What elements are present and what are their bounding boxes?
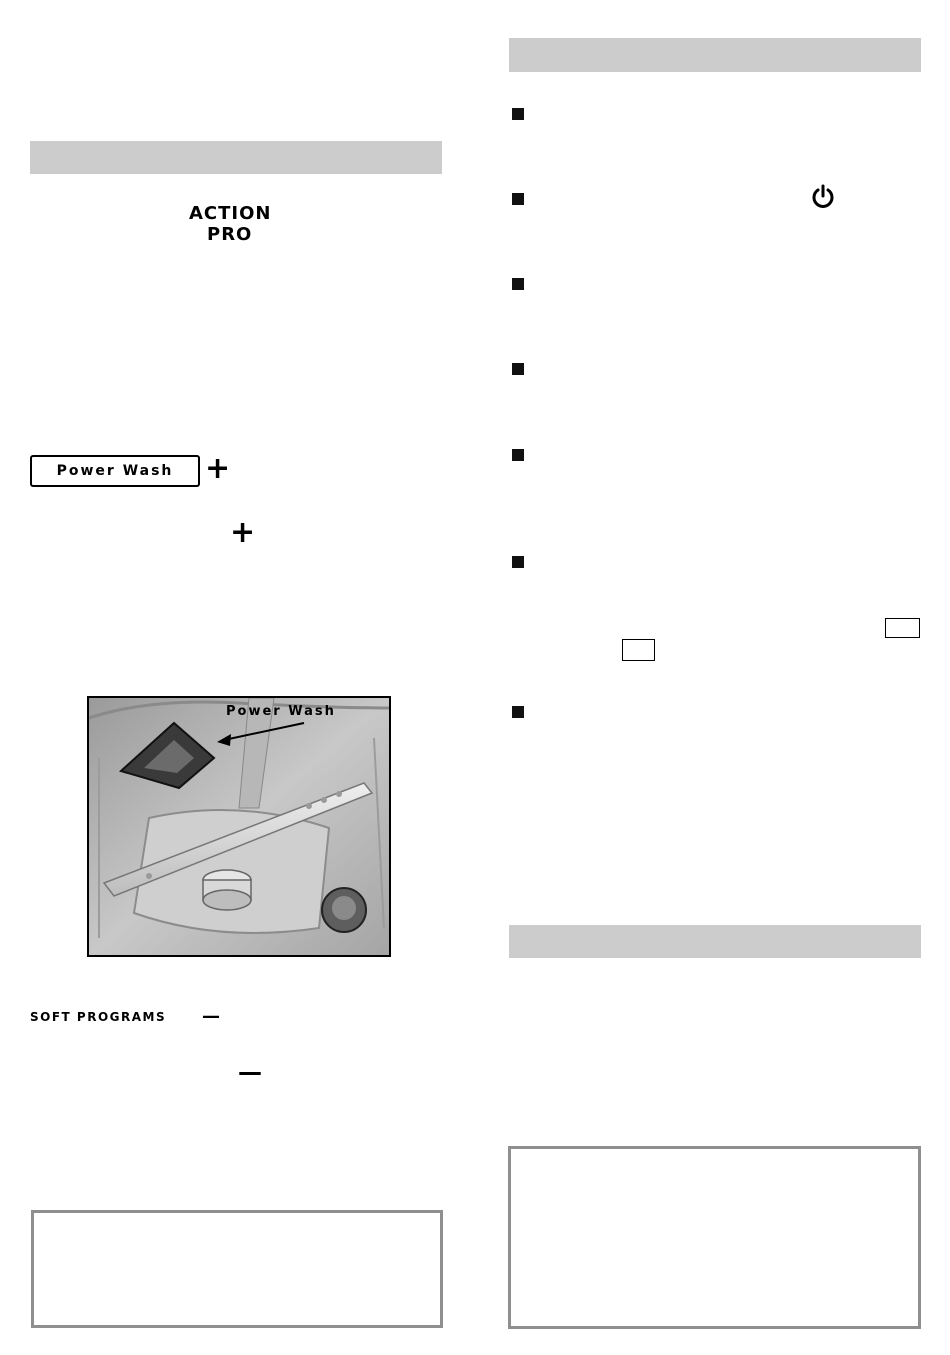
display-indicator-box-1 [885, 618, 920, 638]
plus-icon: + [205, 451, 231, 486]
dishwasher-interior-figure [87, 696, 391, 957]
soft-programs-label: SOFT PROGRAMS [30, 1010, 167, 1024]
bullet-6 [512, 556, 524, 568]
dishwasher-interior-illustration [89, 698, 389, 955]
bullet-7 [512, 706, 524, 718]
bullet-4 [512, 363, 524, 375]
bullet-3 [512, 278, 524, 290]
bullet-1 [512, 108, 524, 120]
bullet-5 [512, 449, 524, 461]
bullet-2 [512, 193, 524, 205]
minus-icon: — [202, 1006, 220, 1027]
display-indicator-box-2 [622, 639, 655, 661]
minus-icon-inline: — [238, 1058, 262, 1086]
power-wash-callout-label: Power Wash [226, 704, 336, 719]
section-header-bar-left [30, 141, 442, 174]
plus-icon-inline: + [230, 515, 256, 550]
note-box-left [31, 1210, 443, 1328]
section-header-bar-right-bottom [509, 925, 921, 958]
action-pro-logo-line2: PRO [207, 224, 253, 245]
power-wash-badge: Power Wash [30, 455, 200, 487]
action-pro-logo-line1: ACTION [189, 203, 272, 224]
note-box-right [508, 1146, 921, 1329]
power-icon [810, 184, 836, 210]
section-header-bar-right-top [509, 38, 921, 72]
